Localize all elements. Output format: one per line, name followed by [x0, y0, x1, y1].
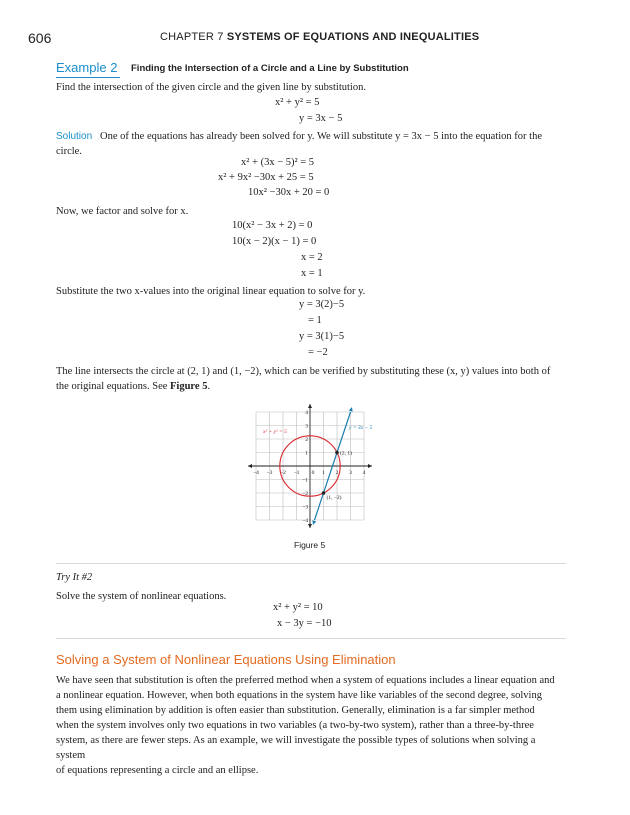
- step1-eq-3: 10x² −30x + 20 = 0: [248, 187, 330, 198]
- step3-eq-2: = 1: [308, 315, 322, 326]
- step2-eq-4: x = 1: [301, 268, 323, 279]
- x-tick-label: −3: [266, 470, 273, 476]
- x-tick-label: 4: [362, 470, 366, 476]
- x-axis-arrow-right: [368, 464, 372, 468]
- y-tick-label: 1: [305, 450, 308, 457]
- section-heading: Solving a System of Nonlinear Equations Using Elimination: [56, 652, 396, 667]
- divider-bottom: [56, 638, 566, 639]
- y-tick-label: −3: [302, 504, 308, 511]
- page-number: 606: [28, 30, 52, 46]
- y-axis-arrow-up: [308, 404, 312, 408]
- try-it-label: Try It #2: [56, 572, 93, 583]
- step2-eq-2: 10(x − 2)(x − 1) = 0: [232, 236, 317, 247]
- x-tick-label: −4: [253, 470, 259, 476]
- x-tick-label: 1: [322, 470, 325, 476]
- y-tick-label: 2: [305, 437, 308, 443]
- section-body-line: a nonlinear equation. However, when both equations in the system have like variables of the second degree, solving: [56, 690, 542, 701]
- step3-eq-4: = −2: [308, 347, 328, 358]
- x-tick-label: −2: [280, 470, 286, 476]
- y-axis-arrow-down: [308, 524, 312, 528]
- example-title: Finding the Intersection of a Circle and a Line by Substitution: [131, 63, 409, 74]
- solution-label: Solution: [56, 131, 93, 142]
- x-tick-label: −1: [293, 470, 300, 476]
- step3-eq-1: y = 3(2)−5: [299, 299, 345, 310]
- section-body-line: when the system involves only two equations in two variables (a two-by-two system), rather than a three-by-three: [56, 720, 534, 731]
- step3-eq-3: y = 3(1)−5: [299, 331, 345, 342]
- intersection-point: [335, 451, 339, 455]
- factor-text: Now, we factor and solve for x.: [56, 206, 189, 217]
- y-tick-label: −2: [302, 491, 308, 497]
- section-body-line: system, as there are fewer steps. As an example, we will investigate the possible types of solutions when solving a system: [56, 735, 536, 761]
- figure-graph: [240, 396, 390, 536]
- step1-eq-1: x² + (3x − 5)² = 5: [241, 157, 315, 168]
- solution-intro: [56, 129, 566, 159]
- system-eq-2: y = 3x − 5: [299, 113, 343, 124]
- section-body-line: We have seen that substitution is often the preferred method when a system of equations includes a linear equation and: [56, 675, 555, 686]
- figure-caption: Figure 5: [294, 540, 326, 550]
- x-axis-arrow-left: [248, 464, 252, 468]
- try-it-eq-1: x² + y² = 10: [273, 602, 323, 613]
- y-tick-label: −1: [302, 477, 308, 484]
- substitute-text: Substitute the two x-values into the original linear equation to solve for y.: [56, 286, 366, 297]
- circle-label: x² + y² = 5: [263, 429, 287, 435]
- conclusion-end: .: [207, 381, 211, 392]
- x-tick-label: 2: [335, 470, 339, 476]
- try-it-prompt: Solve the system of nonlinear equations.: [56, 591, 227, 602]
- running-head: [160, 31, 479, 43]
- section-body-line: of equations representing a circle and an ellipse.: [56, 765, 259, 776]
- figure-reference: Figure 5: [170, 381, 208, 392]
- try-it-eq-2: x − 3y = −10: [277, 618, 332, 629]
- y-tick-label: −4: [302, 518, 308, 524]
- conclusion: [56, 364, 566, 394]
- point-label-1-neg2: (1, −2): [326, 495, 342, 501]
- system-eq-1: x² + y² = 5: [275, 97, 320, 108]
- point-label-2-1: (2, 1): [340, 450, 352, 457]
- chapter-title: SYSTEMS OF EQUATIONS AND INEQUALITIES: [226, 31, 480, 43]
- step1-eq-2: x² + 9x² −30x + 25 = 5: [218, 172, 314, 183]
- example-prompt: Find the intersection of the given circle and the given line by substitution.: [56, 82, 366, 93]
- conclusion-line2: the original equations. See: [56, 381, 171, 392]
- line-arrow-down: [312, 520, 316, 525]
- step2-eq-3: x = 2: [301, 252, 323, 263]
- solution-intro-line1: One of the equations has already been solved for y. We will substitute y = 3x − 5 into the equation for the: [100, 131, 542, 142]
- axes: [248, 404, 372, 528]
- line-label: y = 3x − 5: [349, 425, 373, 431]
- y-tick-label: 4: [305, 410, 308, 416]
- step2-eq-1: 10(x² − 3x + 2) = 0: [232, 220, 313, 231]
- solution-intro-line2: circle.: [56, 146, 82, 157]
- x-tick-label: 0: [311, 470, 315, 476]
- x-tick-label: 3: [349, 470, 352, 476]
- divider-top: [56, 563, 566, 564]
- chapter-prefix: CHAPTER 7: [160, 31, 224, 43]
- example-underline: [56, 77, 120, 78]
- section-body: [56, 673, 566, 778]
- conclusion-line1: The line intersects the circle at (2, 1) and (1, −2), which can be verified by substituting these (x, y) values into both of: [56, 366, 551, 377]
- y-tick-label: 3: [305, 423, 308, 430]
- example-label: Example 2: [56, 60, 118, 75]
- line-arrow-up: [349, 407, 353, 412]
- section-body-line: them using elimination by addition is often easier than substitution. Generally, elimination is a far simpler method: [56, 705, 535, 716]
- intersection-point: [322, 491, 326, 495]
